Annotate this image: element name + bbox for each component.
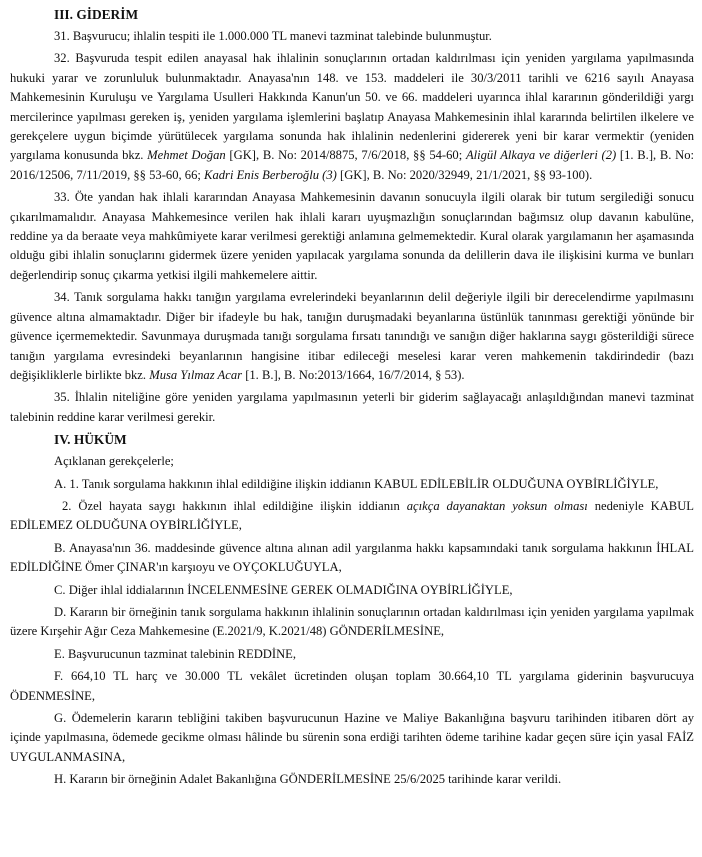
verdict-item-h: H. Kararın bir örneğinin Adalet Bakanlığına GÖNDERİLMESİNE 25/6/2025 tarihinde karar verildi. [54,772,562,787]
verdict-item-b: B. Anayasa'nın 36. maddesinde güvence altına alınan adil yargılanma hakkı kapsamındaki tanık sorgulama hakkının İHLAL EDİLDİĞİNE Ömer ÇINAR'ın karşıoyu ve OYÇOKLUĞUYLA, [10,540,694,575]
case-name-mehmet-dogan: Mehmet Doğan [147,148,226,163]
section-heading-giderim: III. GİDERİM [54,7,139,22]
paragraph-34: 34. Tanık sorgulama hakkı tanığın yargılama evrelerindeki beyanlarının delil değeriyle ilgili bir derecelendirme yapılmasını güvence altına almamaktadır. Diğer bir ifadeyle bu hak, tanığın duruşmadaki beyanlarına üstünlük tanınması gerektiği yönünde bir güvence içermemektedir. Savunmaya duruşmada tanığı sorgulama fırsatı tanındığı ve sanığın diğer haklarına saygı gösterildiği sürece tanığın yargılama evresindeki beyanlarının hangisine itibar edileceği meselesi karar veren mahkemenin takdirindedir (bazı değişikliklerle birlikte bkz. Musa Yılmaz Acar [1. B.], B. No:2013/1664, 16/7/2014, § 53). [10,290,694,382]
verdict-item-g: G. Ödemelerin kararın tebliğini takiben başvurucunun Hazine ve Maliye Bakanlığına başvuru tarihinden itibaren dört ay içinde yapılmasına, ödemede gecikme olması hâlinde bu sürenin sona erdiği tarihten ödeme tarihine kadar geçen süre için yasal FAİZ UYGULANMASINA, [10,711,694,764]
case-name-kadri-enis-berberoglu: Kadri Enis Berberoğlu (3) [204,167,337,182]
verdict-item-a2-italic: açıkça dayanaktan yoksun olması [406,498,588,513]
paragraph-32: 32. Başvuruda tespit edilen anayasal hak ihlalinin sonuçlarının ortadan kaldırılması için yeniden yargılama yapılmasında hukuki yarar ve zorunluluk bulunmaktadır. Anayasa'nın 148. ve 153. maddeleri ile 30/3/2011 tarihli ve 6216 sayılı Anayasa Mahkemesinin Kuruluşu ve Yargılama Usulleri Hakkında Kanun'un 50. ve 66. maddeleri uyarınca ihlal kararının gönderildiği yargı mercilerince yapılması gereken iş, yeniden yargılama işlemlerini başlatıp Anayasa Mahkemesinin ihlal kararında belirtilen ilkelere ve gerekçelere uygun biçimde yürütülecek yargılama sonunda hak ihlalinin nedenlerini gidererek yeni bir karar vermektir (yeniden yargılama konusunda bkz. Mehmet Doğan [GK], B. No: 2014/8875, 7/6/2018, §§ 54-60; Aligül Alkaya ve diğerleri (2) [1. B.], B. No: 2016/12506, 7/11/2019, §§ 53-60, 66; Kadri Enis Berberoğlu (3) [GK], B. No: 2020/32949, 21/1/2021, §§ 93-100). [10,51,695,182]
verdict-item-a2: 2. Özel hayata saygı hakkının ihlal edildiğine ilişkin iddianın açıkça dayanaktan yoksun olması nedeniyle KABUL EDİLEMEZ OLDUĞUNA OYBİRLİĞİYLE, [10,498,694,533]
verdict-item-a1: A. 1. Tanık sorgulama hakkının ihlal edildiğine ilişkin iddianın KABUL EDİLEBİLİR OLDUĞUNA OYBİRLİĞİYLE, [54,476,659,491]
section-heading-hukum: IV. HÜKÜM [54,432,127,448]
paragraph-35: 35. İhlalin niteliğine göre yeniden yargılama yapılmasının yeterli bir giderim sağlayacağı anlaşıldığından manevi tazminat talebinin reddine karar verilmesi gerekir. [10,390,694,424]
verdict-item-e: E. Başvurucunun tazminat talebinin REDDİNE, [54,646,297,661]
paragraph-33: 33. Öte yandan hak ihlali kararından Anayasa Mahkemesinin davanın sonucuyla ilgili olarak bir tutum sergilediği sonucu çıkarılmamalıdır. Anayasa Mahkemesince verilen hak ihlali kararı uyuşmazlığın sonuçlarından bağımsız olup davanın kabulüne, reddine ya da beraate veya mahkûmiyete karar verilmesi gerektiği anlamına gelmemektedir. Kural olarak yargılamanın her aşamasında olduğu gibi ihlalin sonuçlarını gidermek üzere yeniden yapılacak yargılama sonunda da delillerin dava ile ilişkisini kurma ve bunları değerlendirip sonuç çıkarma yetkisi ilgili mahkemelere aittir. [10,190,694,282]
paragraph-31: 31. Başvurucu; ihlalin tespiti ile 1.000.000 TL manevi tazminat talebinde bulunmuştur. [54,29,492,43]
case-name-aligul-alkaya: Aligül Alkaya ve diğerleri (2) [465,148,617,163]
verdict-item-c: C. Diğer ihlal iddialarının İNCELENMESİNE GEREK OLMADIĞINA OYBİRLİĞİYLE, [54,582,513,597]
verdict-intro: Açıklanan gerekçelerle; [54,454,174,469]
case-name-musa-yilmaz-acar: Musa Yılmaz Acar [149,367,243,382]
verdict-item-f: F. 664,10 TL harç ve 30.000 TL vekâlet ücretinden oluşan toplam 30.664,10 TL yargılama giderinin başvurucuya ÖDENMESİNE, [10,669,694,703]
verdict-item-d: D. Kararın bir örneğinin tanık sorgulama hakkının ihlalinin sonuçlarının ortadan kaldırılması için yeniden yargılama yapılmak üzere Kırşehir Ağır Ceza Mahkemesine (E.2021/9, K.2021/48) GÖNDERİLMESİNE, [10,604,694,639]
